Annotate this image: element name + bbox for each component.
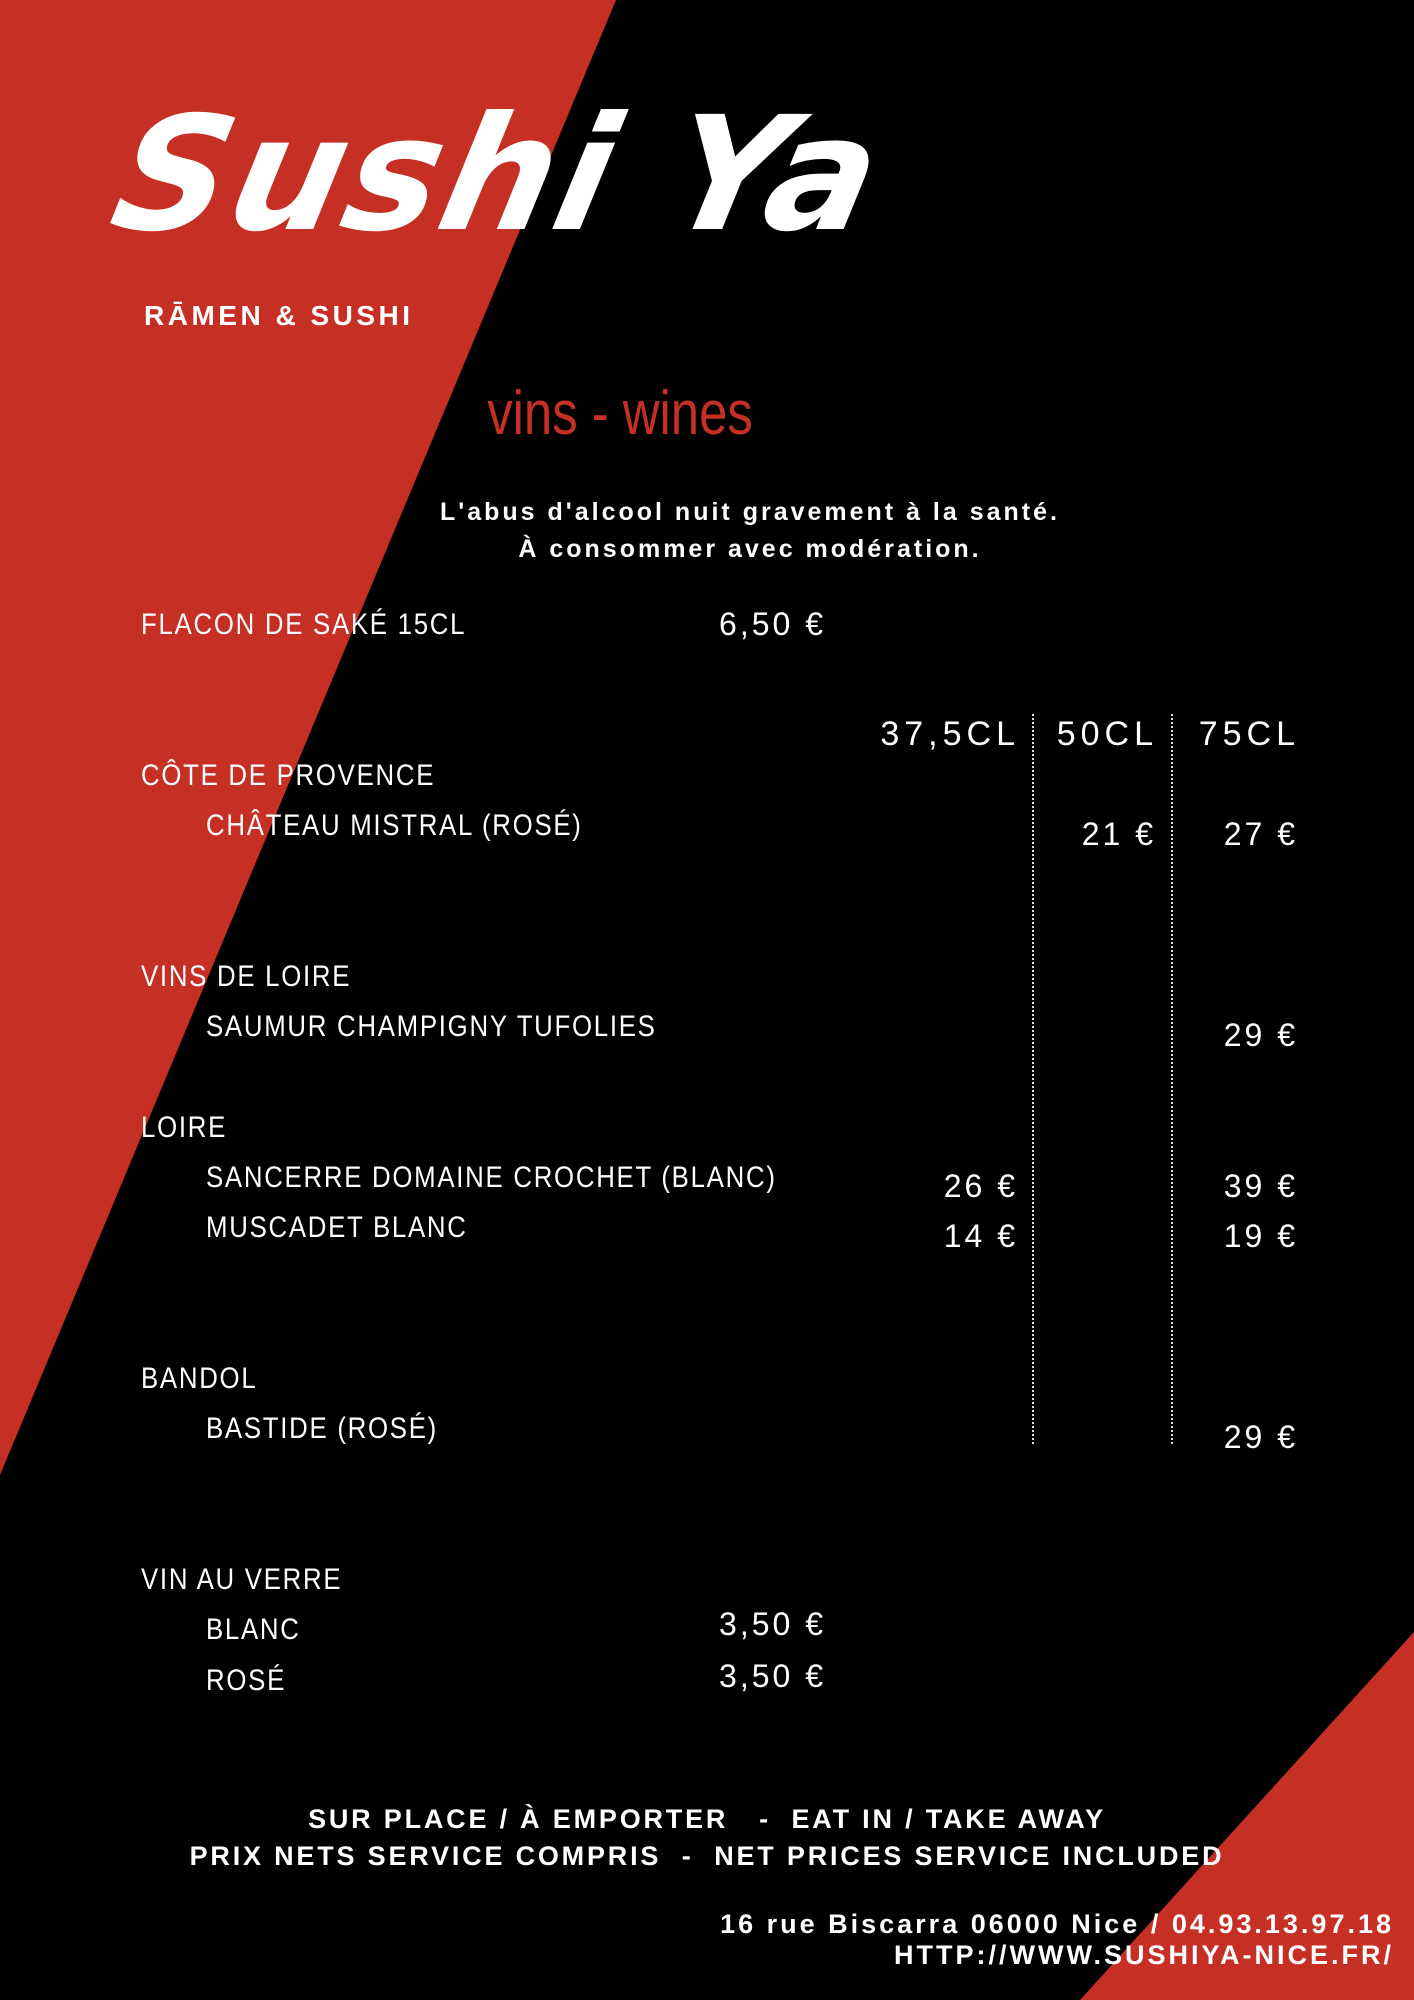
price-bastide-75cl: 29 €: [1223, 1419, 1298, 1455]
price-glass-rose: 3,50 €: [719, 1658, 826, 1694]
column-divider-2: [1171, 714, 1173, 1444]
price-muscadet-75cl: 19 €: [1223, 1218, 1298, 1254]
section-vin-au-verre: VIN AU VERRE: [141, 1563, 343, 1596]
price-sancerre-75cl: 39 €: [1223, 1168, 1298, 1204]
price-glass-blanc: 3,50 €: [719, 1606, 826, 1642]
wine-item-bastide: BASTIDE (ROSÉ): [206, 1412, 438, 1445]
logo: Sushi Ya: [98, 83, 898, 267]
glass-item-blanc: BLANC: [206, 1613, 301, 1646]
price-saumur-champigny-75cl: 29 €: [1223, 1017, 1298, 1053]
region-title-bandol: BANDOL: [141, 1362, 258, 1395]
price-chateau-mistral-75cl: 27 €: [1223, 816, 1298, 852]
column-divider-1: [1032, 714, 1034, 1444]
region-title-provence: CÔTE DE PROVENCE: [141, 759, 436, 792]
footer-website-link[interactable]: HTTP://WWW.SUSHIYA-NICE.FR/: [894, 1940, 1394, 1970]
alcohol-warning-line-1: L'abus d'alcool nuit gravement à la santé.: [440, 498, 1060, 526]
wine-item-muscadet: MUSCADET BLANC: [206, 1211, 468, 1244]
column-header-375cl: 37,5CL: [880, 715, 1020, 753]
price-chateau-mistral-50cl: 21 €: [1081, 816, 1156, 852]
wine-item-sancerre: SANCERRE DOMAINE CROCHET (BLANC): [206, 1161, 777, 1194]
region-title-vins-de-loire: VINS DE LOIRE: [141, 960, 352, 993]
wine-item-chateau-mistral: CHÂTEAU MISTRAL (ROSÉ): [206, 809, 583, 842]
glass-item-rose: ROSÉ: [206, 1664, 287, 1697]
column-header-50cl: 50CL: [1056, 715, 1158, 753]
section-title: vins - wines: [487, 379, 753, 448]
footer-address: 16 rue Biscarra 06000 Nice / 04.93.13.97.18: [720, 1909, 1394, 1939]
footer-service-line: SUR PLACE / À EMPORTER - EAT IN / TAKE AWAY: [308, 1804, 1106, 1834]
price-sancerre-375cl: 26 €: [943, 1168, 1018, 1204]
footer-prices-line: PRIX NETS SERVICE COMPRIS - NET PRICES SERVICE INCLUDED: [189, 1841, 1225, 1871]
column-header-75cl: 75CL: [1198, 715, 1300, 753]
wine-item-saumur-champigny: SAUMUR CHAMPIGNY TUFOLIES: [206, 1010, 657, 1043]
price-muscadet-375cl: 14 €: [943, 1218, 1018, 1254]
region-title-loire: LOIRE: [141, 1111, 228, 1144]
sake-price: 6,50 €: [719, 606, 826, 642]
alcohol-warning-line-2: À consommer avec modération.: [518, 535, 982, 563]
sake-label: FLACON DE SAKÉ 15CL: [141, 608, 467, 641]
tagline: RĀMEN & SUSHI: [144, 300, 414, 331]
